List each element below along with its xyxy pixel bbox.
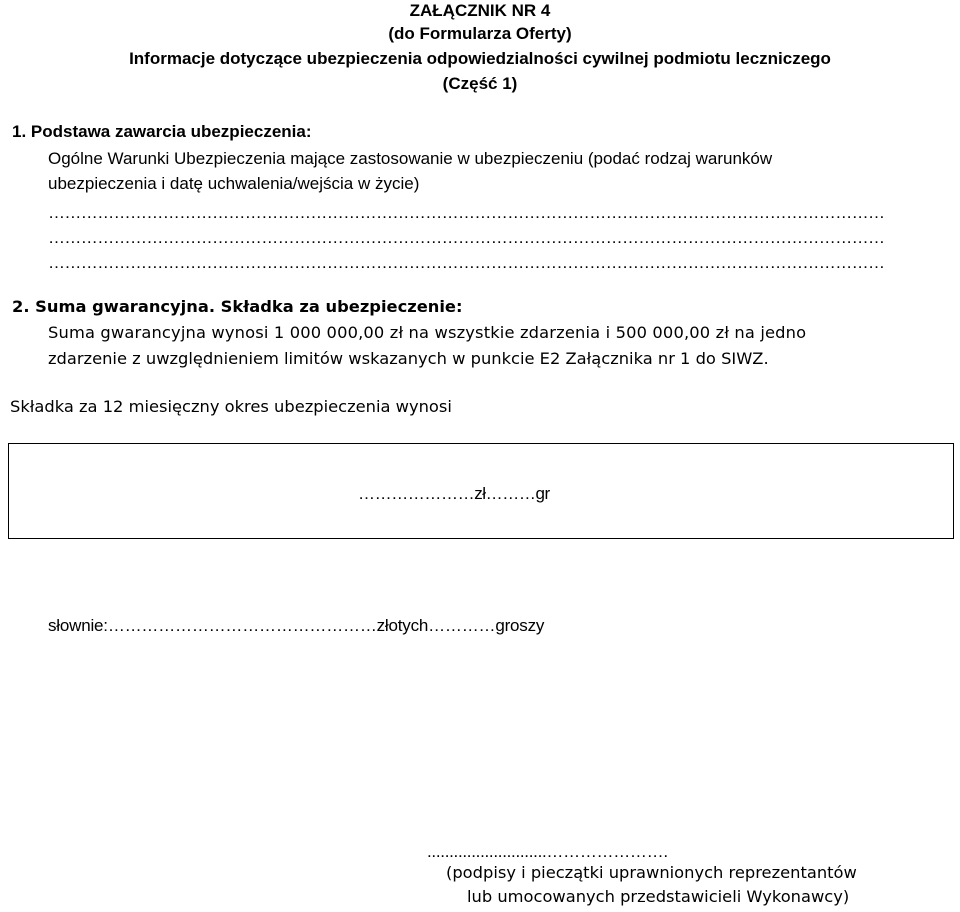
section2-heading: 2. Suma gwarancyjna. Składka za ubezpieczenie: bbox=[12, 297, 463, 316]
premium-label: Składka za 12 miesięczny okres ubezpieczenia wynosi bbox=[10, 397, 452, 416]
section1-heading: 1. Podstawa zawarcia ubezpieczenia: bbox=[12, 122, 312, 141]
fill-in-dots-line1: ……………………………………………………………………………………………………………………………………… bbox=[48, 203, 885, 222]
fill-in-dots-line3: ……………………………………………………………………………………………………………………………………… bbox=[48, 253, 885, 272]
annex-title: ZAŁĄCZNIK NR 4 bbox=[409, 1, 551, 20]
signature-dots: ...........................…………………. bbox=[427, 842, 668, 861]
section2-text-line1: Suma gwarancyjna wynosi 1 000 000,00 zł na wszystkie zdarzenia i 500 000,00 zł na jedno bbox=[48, 323, 807, 342]
annex-subtitle: (do Formularza Oferty) bbox=[388, 24, 572, 43]
annex-description: Informacje dotyczące ubezpieczenia odpowiedzialności cywilnej podmiotu leczniczego bbox=[129, 49, 831, 68]
amount-placeholder: …………………zł………gr bbox=[358, 484, 550, 503]
premium-amount-box bbox=[8, 443, 954, 539]
section2-text-line2: zdarzenie z uwzględnieniem limitów wskazanych w punkcie E2 Załącznika nr 1 do SIWZ. bbox=[48, 349, 769, 368]
annex-part: (Część 1) bbox=[442, 74, 518, 93]
signature-caption-line2: lub umocowanych przedstawicieli Wykonawcy) bbox=[467, 887, 850, 906]
fill-in-dots-line2: ……………………………………………………………………………………………………………………………………… bbox=[48, 228, 885, 247]
signature-caption-line1: (podpisy i pieczątki uprawnionych reprezentantów bbox=[446, 863, 857, 882]
amount-in-words: słownie:…………………………………………złotych…………groszy bbox=[48, 616, 545, 635]
section1-text-line1: Ogólne Warunki Ubezpieczenia mające zastosowanie w ubezpieczeniu (podać rodzaj warunków bbox=[48, 149, 773, 168]
section1-text-line2: ubezpieczenia i datę uchwalenia/wejścia w życie) bbox=[48, 174, 420, 193]
